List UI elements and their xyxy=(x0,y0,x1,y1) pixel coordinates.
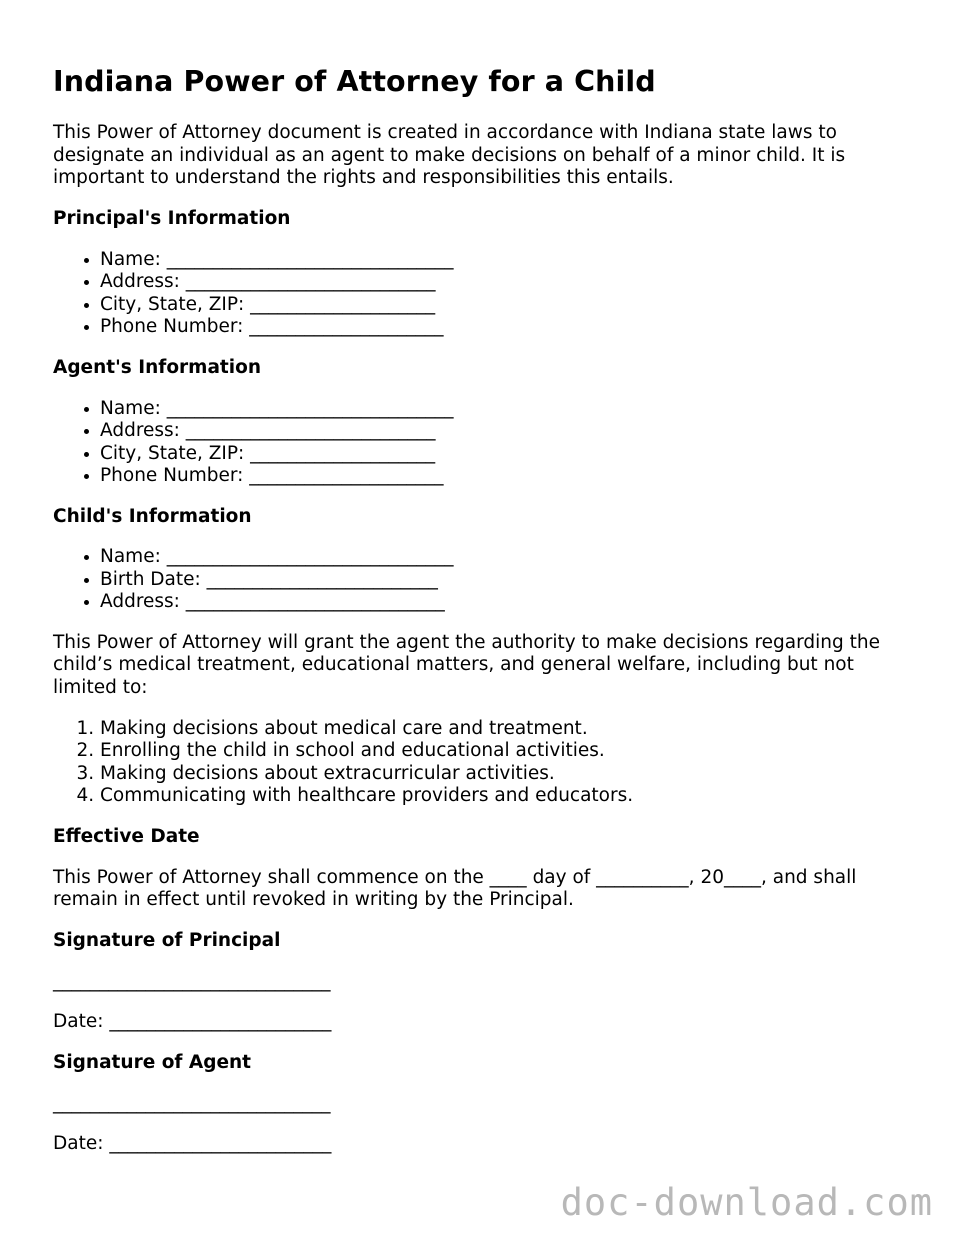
principal-signature-date: Date: ________________________ xyxy=(53,1011,332,1033)
agent-signature-date: Date: ________________________ xyxy=(53,1133,332,1155)
watermark: doc-download.com xyxy=(560,1181,933,1224)
agent-heading: Agent's Information xyxy=(53,356,261,378)
authority-item: 2. Enrolling the child in school and educational activities. xyxy=(100,740,913,763)
agent-signature-heading: Signature of Agent xyxy=(53,1052,252,1074)
authority-item: 4. Communicating with healthcare providers and educators. xyxy=(100,785,913,808)
agent-address-field: • Address: ___________________________ xyxy=(100,420,913,443)
agent-phone-field: • Phone Number: _____________________ xyxy=(100,465,913,488)
authority-paragraph: This Power of Attorney will grant the agent the authority to make decisions regarding the child’s medical treatment, educational matters, and general welfare, including but not limited to: xyxy=(53,631,880,699)
intro-paragraph: This Power of Attorney document is created in accordance with Indiana state laws to designate an individual as an agent to make decisions on behalf of a minor child. It is important to understand the rights and responsibilities this entails. xyxy=(53,122,846,189)
principal-signature-line: ______________________________ xyxy=(53,970,331,992)
agent-name-field: • Name: _______________________________ xyxy=(100,398,913,421)
effective-date-heading: Effective Date xyxy=(53,825,200,847)
principal-fields xyxy=(53,249,913,339)
effective-date-paragraph: This Power of Attorney shall commence on the ____ day of __________, 20____, and shall remain in effect until revoked in writing by the Principal. xyxy=(53,866,857,911)
agent-fields xyxy=(53,398,913,488)
document-title: Indiana Power of Attorney for a Child xyxy=(53,65,656,98)
child-birthdate-field: • Birth Date: _________________________ xyxy=(100,569,913,592)
document-page xyxy=(53,62,913,1174)
authority-item: 1. Making decisions about medical care and treatment. xyxy=(100,718,913,741)
child-name-field: • Name: _______________________________ xyxy=(100,546,913,569)
principal-city-field: • City, State, ZIP: ____________________ xyxy=(100,294,913,317)
principal-name-field: • Name: _______________________________ xyxy=(100,249,913,272)
authority-item: 3. Making decisions about extracurricular activities. xyxy=(100,763,913,786)
child-fields xyxy=(53,546,913,614)
principal-signature-heading: Signature of Principal xyxy=(53,929,281,951)
child-heading: Child's Information xyxy=(53,505,252,527)
principal-phone-field: • Phone Number: _____________________ xyxy=(100,316,913,339)
agent-signature-line: ______________________________ xyxy=(53,1092,331,1114)
agent-city-field: • City, State, ZIP: ____________________ xyxy=(100,443,913,466)
principal-heading: Principal's Information xyxy=(53,208,291,230)
principal-address-field: • Address: ___________________________ xyxy=(100,271,913,294)
child-address-field: • Address: ____________________________ xyxy=(100,591,913,614)
authority-list xyxy=(53,718,913,808)
